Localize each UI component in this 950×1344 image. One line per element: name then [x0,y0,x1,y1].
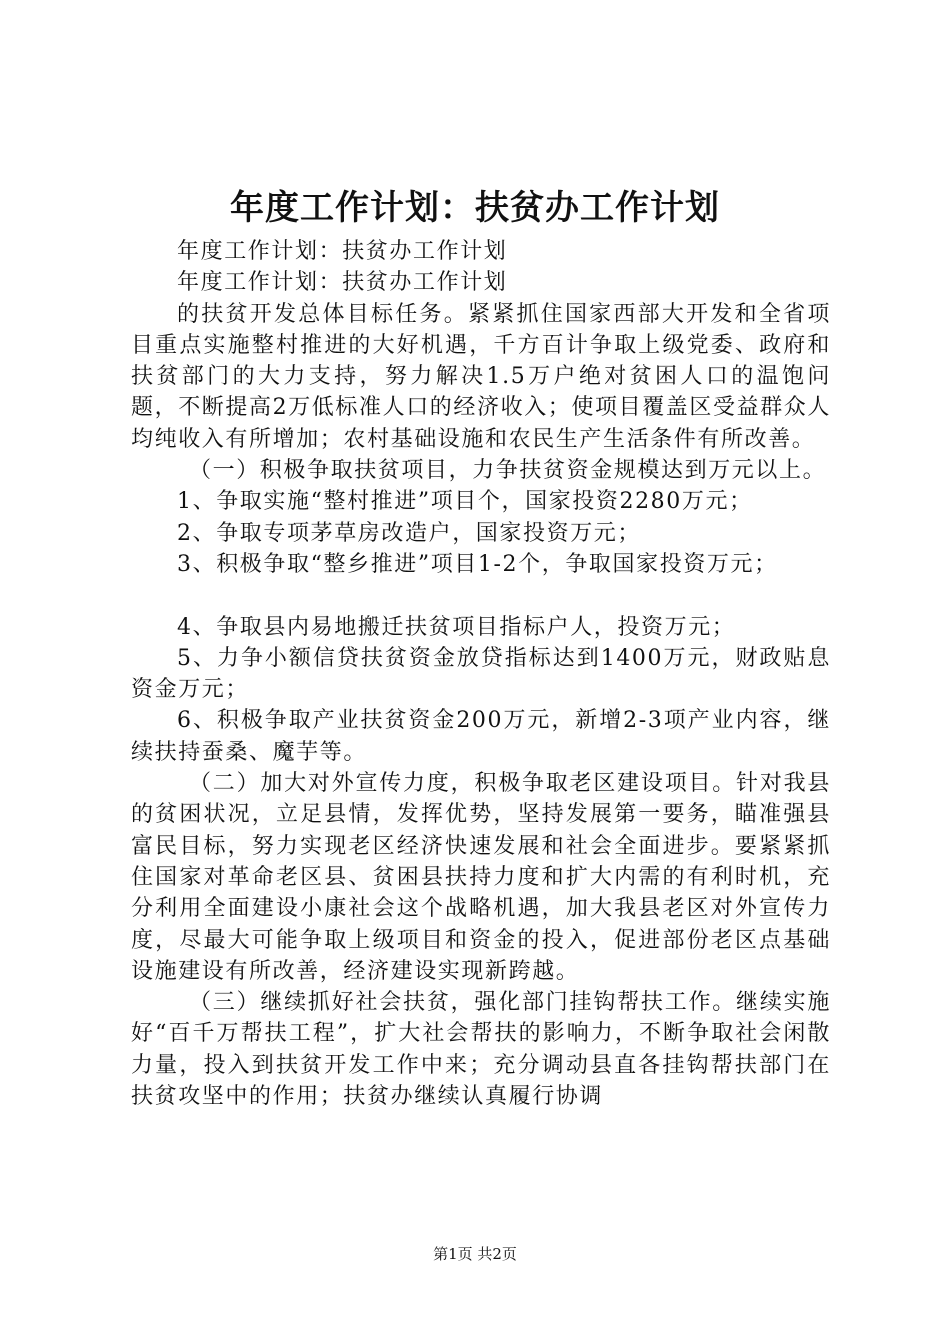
list-item-4: 4、争取县内易地搬迁扶贫项目指标户人，投资万元； [177,614,736,640]
section-paragraph-3: （三）继续抓好社会扶贫，强化部门挂钩帮扶工作。继续实施好“百千万帮扶工程”，扩大社会帮扶的影响力，不断争取社会闲散力量，投入到扶贫开发工作中来；充分调动县直各挂钩帮扶部门在扶贫攻坚中的作用；扶贫办继续认真履行协调 [131,990,831,1110]
list-item-1: 1、争取实施“整村推进”项目个，国家投资2280万元； [177,489,753,515]
page-footer: 第1页 共2页 [433,1245,517,1263]
list-item-3: 3、积极争取“整乡推进”项目1-2个，争取国家投资万元； [177,551,778,577]
subtitle-line-2: 年度工作计划：扶贫办工作计划 [177,270,508,296]
subtitle-line-1: 年度工作计划：扶贫办工作计划 [177,239,508,264]
document-body [131,236,831,1112]
list-item-2: 2、争取专项茅草房改造户，国家投资万元； [177,520,641,546]
list-item-6: 6、积极争取产业扶贫资金200万元，新增2-3项产业内容，继续扶持蚕桑、魔芋等。 [131,708,831,765]
blank-line [131,580,831,611]
section-heading-1: （一）积极争取扶贫项目，力争扶贫资金规模达到万元以上。 [189,458,827,484]
section-paragraph-2: （二）加大对外宣传力度，积极争取老区建设项目。针对我县的贫困状况，立足县情，发挥优势，坚持发展第一要务，瞄准强县富民目标，努力实现老区经济快速发展和社会全面进步。要紧紧抓住国家对革命老区县、贫困县扶持力度和扩大内需的有利时机，充分利用全面建设小康社会这个战略机遇，加大我县老区对外宣传力度，尽最大可能争取上级项目和资金的投入，促进部份老区点基础设施建设有所改善，经济建设实现新跨越。 [131,771,831,984]
list-item-5: 5、力争小额信贷扶贫资金放贷指标达到1400万元，财政贴息资金万元； [131,645,831,703]
paragraph-goal: 的扶贫开发总体目标任务。紧紧抓住国家西部大开发和全省项目重点实施整村推进的大好机遇，千方百计争取上级党委、政府和扶贫部门的大力支持，努力解决1.5万户绝对贫困人口的温饱问题，不断提高2万低标准人口的经济收入；使项目覆盖区受益群众人均纯收入有所增加；农村基础设施和农民生产生活条件有所改善。 [131,301,831,452]
page-title: 年度工作计划：扶贫办工作计划 [230,188,720,228]
